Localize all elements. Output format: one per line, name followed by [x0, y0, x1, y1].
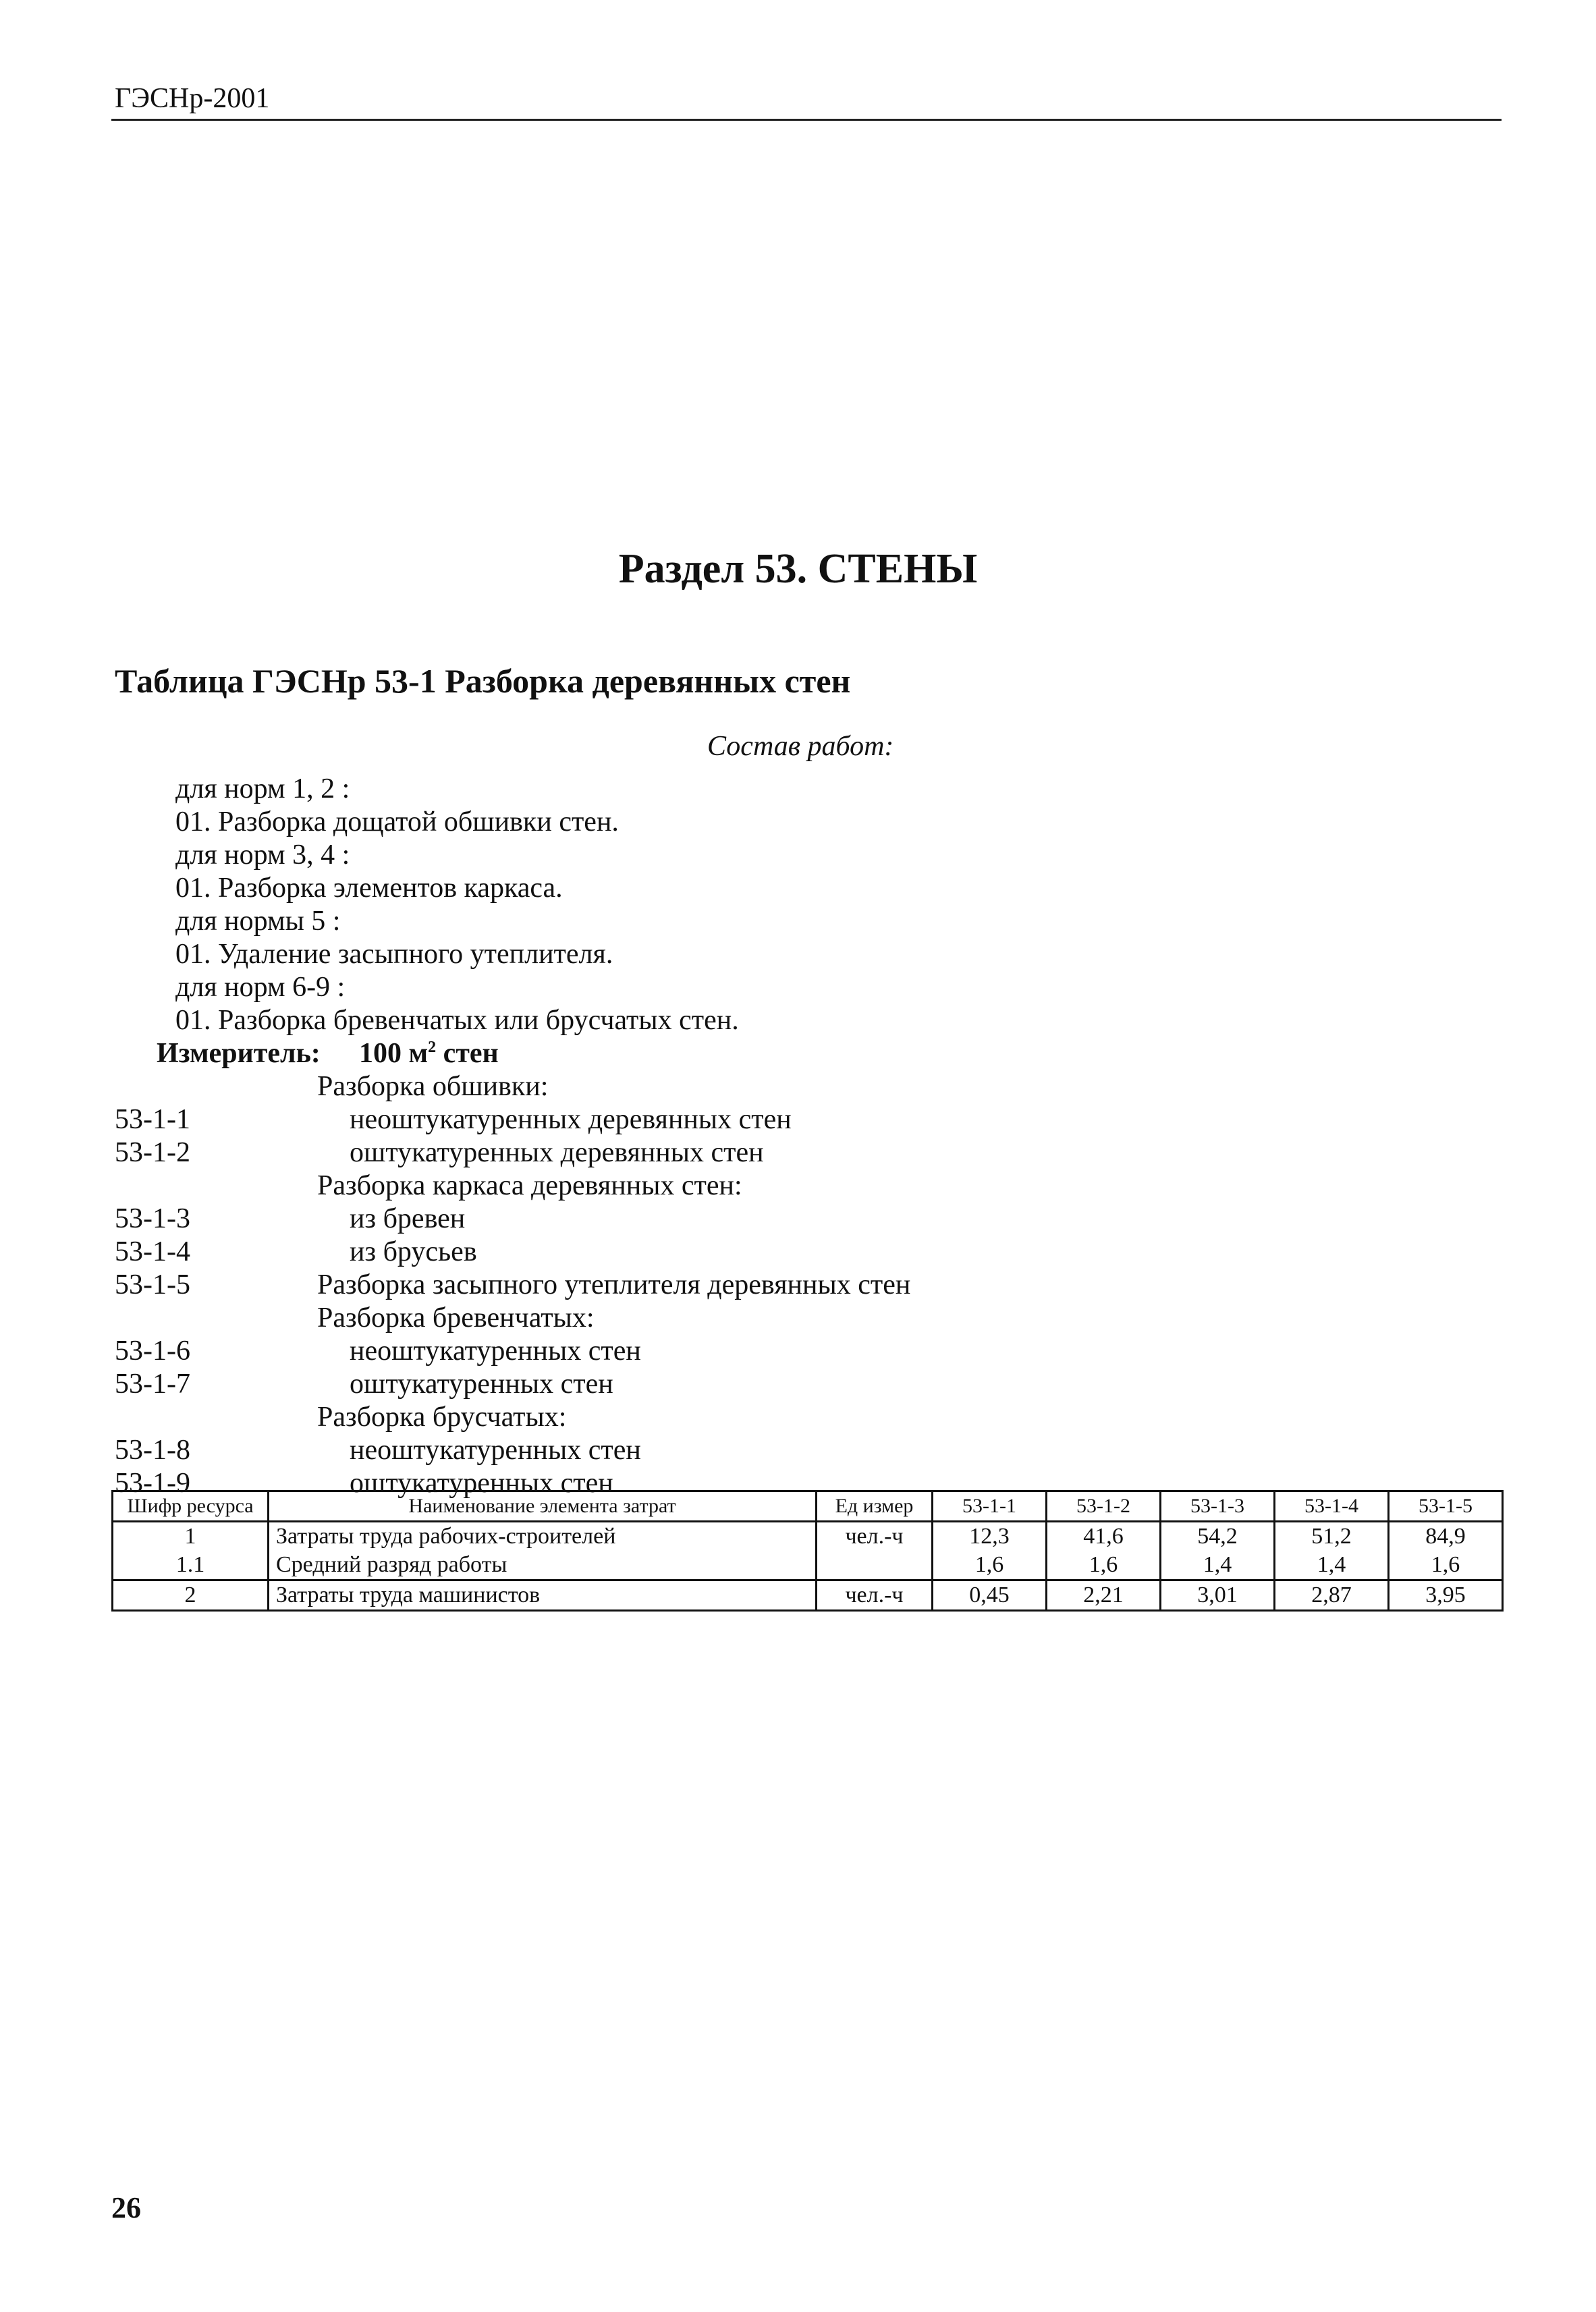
table-row — [113, 1580, 1503, 1611]
norm-code: 53-1-3 — [115, 1203, 190, 1234]
work-line: 01. Разборка элементов каркаса. — [175, 873, 563, 904]
meter-exponent: 2 — [428, 1039, 437, 1056]
unit-cell: чел.-ч — [817, 1580, 933, 1611]
norm-code: 53-1-8 — [115, 1435, 190, 1466]
norm-code: 53-1-6 — [115, 1336, 190, 1367]
work-line: 01. Разборка бревенчатых или брусчатых стен. — [175, 1005, 739, 1036]
meter-quantity: 100 м — [359, 1038, 429, 1069]
value-cell: 51,2 — [1275, 1522, 1389, 1551]
work-line: для норм 3, 4 : — [175, 840, 350, 871]
cost-element-name: Средний разряд работы — [269, 1551, 817, 1580]
header-norm: 53-1-4 — [1275, 1491, 1389, 1522]
resource-code: 2 — [113, 1580, 269, 1611]
value-cell: 84,9 — [1389, 1522, 1503, 1551]
header-norm: 53-1-3 — [1161, 1491, 1275, 1522]
norm-group-heading: Разборка обшивки: — [317, 1071, 549, 1102]
norm-code: 53-1-7 — [115, 1369, 190, 1400]
value-cell: 1,4 — [1161, 1551, 1275, 1580]
value-cell: 1,4 — [1275, 1551, 1389, 1580]
value-cell: 3,95 — [1389, 1580, 1503, 1611]
value-cell: 1,6 — [1389, 1551, 1503, 1580]
table-header-row — [113, 1491, 1503, 1522]
document-code: ГЭСНр-2001 — [115, 83, 270, 114]
value-cell: 1,6 — [1047, 1551, 1161, 1580]
value-cell: 0,45 — [933, 1580, 1047, 1611]
norm-code: 53-1-1 — [115, 1104, 190, 1135]
table-title: Таблица ГЭСНр 53-1 Разборка деревянных стен — [115, 662, 851, 700]
unit-cell — [817, 1551, 933, 1580]
norm-description: неоштукатуренных деревянных стен — [350, 1104, 792, 1135]
meter-label: Измеритель: — [157, 1038, 321, 1069]
meter-unit: стен — [443, 1038, 499, 1069]
norm-group-heading: Разборка брусчатых: — [317, 1402, 567, 1433]
work-composition-title: Состав работ: — [707, 731, 894, 762]
value-cell: 1,6 — [933, 1551, 1047, 1580]
norm-description: неоштукатуренных стен — [350, 1336, 641, 1367]
value-cell: 3,01 — [1161, 1580, 1275, 1611]
cost-element-name: Затраты труда машинистов — [269, 1580, 817, 1611]
norm-description: оштукатуренных стен — [350, 1369, 613, 1400]
norm-code: 53-1-9 — [115, 1468, 190, 1499]
norm-code: 53-1-4 — [115, 1236, 190, 1267]
value-cell: 2,87 — [1275, 1580, 1389, 1611]
resource-code: 1 — [113, 1522, 269, 1551]
section-title: Раздел 53. СТЕНЫ — [618, 546, 978, 592]
norm-group-heading: Разборка бревенчатых: — [317, 1302, 595, 1333]
resource-table — [111, 1490, 1504, 1612]
work-line: для нормы 5 : — [175, 906, 341, 937]
norm-code: 53-1-2 — [115, 1137, 190, 1168]
value-cell: 41,6 — [1047, 1522, 1161, 1551]
work-line: для норм 1, 2 : — [175, 773, 350, 804]
norm-group-heading: Разборка каркаса деревянных стен: — [317, 1170, 742, 1201]
norm-description: из брусьев — [350, 1236, 477, 1267]
norm-description: оштукатуренных стен — [350, 1468, 613, 1499]
cost-element-name: Затраты труда рабочих-строителей — [269, 1522, 817, 1551]
header-cost-element: Наименование элемента затрат — [269, 1491, 817, 1522]
header-divider — [111, 119, 1502, 121]
table-row — [113, 1551, 1503, 1580]
header-norm: 53-1-5 — [1389, 1491, 1503, 1522]
unit-cell: чел.-ч — [817, 1522, 933, 1551]
work-line: 01. Удаление засыпного утеплителя. — [175, 939, 613, 970]
work-line: 01. Разборка дощатой обшивки стен. — [175, 806, 619, 837]
resource-code: 1.1 — [113, 1551, 269, 1580]
value-cell: 54,2 — [1161, 1522, 1275, 1551]
header-norm: 53-1-2 — [1047, 1491, 1161, 1522]
value-cell: 2,21 — [1047, 1580, 1161, 1611]
page-number: 26 — [111, 2191, 141, 2224]
work-line: для норм 6-9 : — [175, 972, 346, 1003]
norm-description: Разборка засыпного утеплителя деревянных стен — [317, 1269, 911, 1300]
table-row — [113, 1522, 1503, 1551]
meter-value — [359, 1039, 499, 1068]
header-unit: Ед измер — [817, 1491, 933, 1522]
value-cell: 12,3 — [933, 1522, 1047, 1551]
norm-description: неоштукатуренных стен — [350, 1435, 641, 1466]
norm-description: из бревен — [350, 1203, 466, 1234]
header-resource-code: Шифр ресурса — [113, 1491, 269, 1522]
header-norm: 53-1-1 — [933, 1491, 1047, 1522]
norm-description: оштукатуренных деревянных стен — [350, 1137, 764, 1168]
norm-code: 53-1-5 — [115, 1269, 190, 1300]
